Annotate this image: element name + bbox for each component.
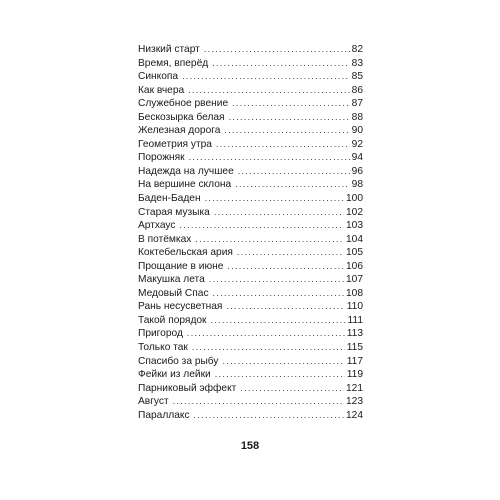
toc-entry [138, 57, 363, 71]
toc-entry-page: 100 [346, 193, 363, 205]
toc-leader-dots [237, 246, 344, 260]
toc-entry-page: 121 [346, 382, 363, 394]
toc-leader-dots [173, 395, 344, 409]
toc-entry [138, 138, 363, 152]
toc-entry [138, 300, 363, 314]
toc-entry [138, 206, 363, 220]
toc-entry [138, 178, 363, 192]
toc-entry [138, 111, 363, 125]
toc-entry-title: Медовый Спас [138, 287, 209, 299]
toc-entry [138, 355, 363, 369]
toc-leader-dots [235, 178, 350, 192]
toc-entry-page: 113 [346, 328, 363, 340]
toc-leader-dots [180, 219, 344, 233]
toc-entry [138, 43, 363, 57]
toc-entry-title: Как вчера [138, 84, 185, 96]
toc-entry-title: На вершине склона [138, 179, 232, 191]
toc-entry [138, 382, 363, 396]
toc-leader-dots [182, 70, 350, 84]
toc-entry [138, 192, 363, 206]
toc-leader-dots [192, 341, 345, 355]
toc-entry-page: 85 [351, 71, 363, 83]
toc-entry-title: Август [138, 396, 169, 408]
toc-leader-dots [226, 300, 344, 314]
toc-entry [138, 246, 363, 260]
toc-entry [138, 84, 363, 98]
toc-entry-title: Надежда на лучшее [138, 165, 234, 177]
toc-entry [138, 233, 363, 247]
toc-leader-dots [214, 206, 344, 220]
toc-entry [138, 165, 363, 179]
toc-entry-page: 111 [347, 314, 363, 326]
toc-entry-title: Время, вперёд [138, 57, 209, 69]
toc-entry-title: Железная дорога [138, 125, 221, 137]
toc-entry-page: 115 [346, 342, 363, 354]
toc-leader-dots [189, 151, 350, 165]
toc-entry-page: 96 [351, 165, 363, 177]
toc-entry-title: Коктебельская ария [138, 247, 233, 259]
toc-entry-page: 104 [346, 233, 363, 245]
toc-leader-dots [187, 327, 345, 341]
toc-entry-title: Пригород [138, 328, 183, 340]
toc-entry [138, 341, 363, 355]
toc-entry-page: 106 [346, 260, 363, 272]
toc-entry-title: Рань несусветная [138, 301, 223, 313]
toc-entry-title: Макушка лета [138, 274, 205, 286]
toc-entry-page: 110 [346, 301, 363, 313]
toc-entry-page: 90 [351, 125, 363, 137]
toc-entry-page: 103 [346, 220, 363, 232]
toc-entry-title: Бескозырка белая [138, 111, 225, 123]
toc-leader-dots [240, 382, 344, 396]
toc-entry-title: Низкий старт [138, 44, 200, 55]
toc-leader-dots [227, 260, 344, 274]
toc-entry-title: Такой порядок [138, 314, 207, 326]
toc-leader-dots [215, 368, 345, 382]
toc-entry-page: 88 [351, 111, 363, 123]
toc-entry-page: 108 [346, 287, 363, 299]
toc-entry-title: Спасибо за рыбу [138, 355, 219, 367]
toc-entry-page: 123 [346, 396, 363, 408]
toc-entry [138, 219, 363, 233]
toc-entry-title: Артхаус [138, 220, 176, 232]
toc-leader-dots [204, 43, 350, 57]
toc-entry-page: 83 [351, 57, 363, 69]
toc-leader-dots [232, 97, 350, 111]
toc-leader-dots [216, 138, 350, 152]
toc-entry [138, 124, 363, 138]
toc-leader-dots [212, 57, 349, 71]
toc-entry-page: 98 [351, 179, 363, 191]
toc-leader-dots [195, 233, 344, 247]
toc-entry-title: Баден-Баден [138, 193, 201, 205]
toc-entry [138, 409, 363, 423]
toc-entry-title: Геометрия утра [138, 138, 212, 150]
toc-leader-dots [229, 111, 350, 125]
toc-entry [138, 97, 363, 111]
toc-entry-page: 102 [346, 206, 363, 218]
toc-leader-dots [238, 165, 350, 179]
toc-entry-title: Фейки из лейки [138, 369, 211, 381]
toc-entry-title: Прощание в июне [138, 260, 224, 272]
toc-entry-page: 82 [351, 44, 363, 55]
toc-entry-page: 117 [346, 355, 363, 367]
toc-entry-page: 107 [346, 274, 363, 286]
toc-entry-title: Параллакс [138, 409, 190, 421]
toc-entry [138, 395, 363, 409]
toc-entry-title: Служебное рвение [138, 98, 229, 110]
toc-entry [138, 70, 363, 84]
toc-entry-page: 105 [346, 247, 363, 259]
toc-entry-page: 86 [351, 84, 363, 96]
toc-leader-dots [223, 355, 345, 369]
toc-entry-page: 87 [351, 98, 363, 110]
toc-leader-dots [188, 84, 350, 98]
toc-entry-title: Порожняк [138, 152, 185, 164]
toc-entry-page: 94 [351, 152, 363, 164]
toc-leader-dots [224, 124, 349, 138]
toc-entry [138, 327, 363, 341]
toc-leader-dots [213, 287, 344, 301]
toc-entry-title: В потёмках [138, 233, 192, 245]
toc-entry-title: Синкопа [138, 71, 179, 83]
toc-leader-dots [205, 192, 344, 206]
toc-entry-title: Старая музыка [138, 206, 210, 218]
toc-entry [138, 368, 363, 382]
toc-entry-page: 119 [346, 369, 363, 381]
toc-entry [138, 273, 363, 287]
toc-leader-dots [194, 409, 344, 423]
toc-entry [138, 260, 363, 274]
toc-entry-title: Только так [138, 342, 188, 354]
toc-entry-page: 124 [346, 409, 363, 421]
toc-entry [138, 151, 363, 165]
toc-entry [138, 287, 363, 301]
table-of-contents [138, 43, 363, 422]
toc-leader-dots [211, 314, 346, 328]
toc-entry [138, 314, 363, 328]
toc-entry-title: Парниковый эффект [138, 382, 237, 394]
toc-entry-page: 92 [351, 138, 363, 150]
page-number: 158 [240, 440, 260, 452]
toc-leader-dots [209, 273, 344, 287]
